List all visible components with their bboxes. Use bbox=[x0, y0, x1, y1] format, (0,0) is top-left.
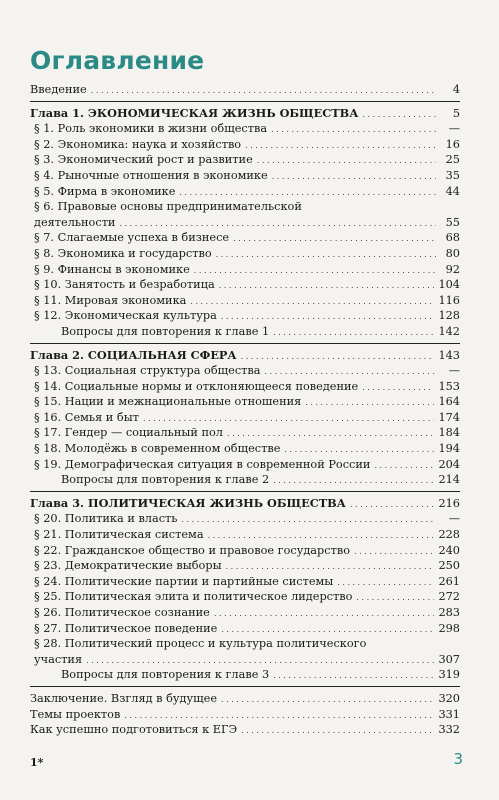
toc-entry-title: Как успешно подготовиться к ЕГЭ bbox=[30, 723, 238, 737]
toc-entry-title: § 26. Политическое сознание bbox=[34, 606, 210, 619]
toc-page-number: 283 bbox=[438, 606, 460, 619]
toc-divider bbox=[30, 101, 460, 102]
toc-dot-leader bbox=[226, 558, 435, 575]
toc-entry-title: Глава 3. ПОЛИТИЧЕСКАЯ ЖИЗНЬ ОБЩЕСТВА bbox=[30, 495, 346, 510]
toc-page-number: 184 bbox=[438, 426, 460, 440]
toc-dot-leader bbox=[86, 652, 434, 669]
toc-entry-title: § 17. Гендер — социальный пол bbox=[34, 426, 223, 440]
toc-entry-title: § 5. Фирма в экономике bbox=[34, 184, 176, 198]
toc-entry-title: Глава 1. ЭКОНОМИЧЕСКАЯ ЖИЗНЬ ОБЩЕСТВА bbox=[30, 105, 359, 120]
toc-divider bbox=[30, 686, 460, 687]
toc-entry-title: Заключение. Взгляд в будущее bbox=[30, 691, 218, 705]
toc-entry-title: § 27. Политическое поведение bbox=[34, 621, 218, 635]
toc-dot-leader bbox=[273, 324, 434, 341]
toc-entry-row bbox=[30, 722, 460, 738]
toc-entry-row bbox=[30, 293, 460, 309]
toc-divider bbox=[30, 343, 460, 344]
toc-page-number: 92 bbox=[445, 262, 460, 276]
toc-chapter-row bbox=[30, 496, 460, 512]
toc-entry-title: § 24. Политические партии и партийные системы bbox=[34, 574, 334, 588]
toc-page-number: 5 bbox=[452, 106, 460, 120]
toc-entry-row bbox=[30, 543, 460, 559]
toc-entry-title: § 2. Экономика: наука и хозяйство bbox=[34, 137, 242, 151]
toc-entry-title: § 8. Экономика и государство bbox=[34, 246, 212, 260]
toc-entry-row bbox=[30, 472, 460, 488]
toc-entry-row bbox=[30, 82, 460, 98]
toc-entry-title: участия bbox=[34, 652, 83, 666]
toc-entry-title: § 25. Политическая элита и политическое лидерство bbox=[34, 590, 353, 604]
toc-entry-row bbox=[30, 621, 460, 637]
toc-entry-row bbox=[30, 168, 460, 184]
toc-entry-row bbox=[30, 230, 460, 246]
toc-dot-leader bbox=[216, 246, 436, 263]
toc-dot-leader bbox=[241, 348, 435, 365]
signature-mark: 1* bbox=[30, 756, 44, 769]
toc-page-number: 250 bbox=[438, 559, 460, 573]
toc-entry-title: § 16. Семья и быт bbox=[34, 410, 139, 424]
toc-entry-row bbox=[30, 457, 460, 473]
toc-page-number: 214 bbox=[438, 473, 460, 487]
toc-page-number: 320 bbox=[438, 691, 460, 705]
toc-page-number: 55 bbox=[445, 215, 460, 229]
toc-entry-row bbox=[30, 636, 460, 652]
toc-entry-row bbox=[30, 308, 460, 324]
toc-page-number: 142 bbox=[438, 324, 460, 338]
toc-entry-title: § 6. Правовые основы предпринимательской bbox=[34, 200, 302, 214]
toc-dot-leader bbox=[221, 691, 434, 708]
toc-entry-row bbox=[30, 215, 460, 231]
toc-dot-leader bbox=[181, 511, 436, 528]
toc-page-number: 116 bbox=[438, 293, 460, 307]
toc-entry-title: § 22. Гражданское общество и правовое государство bbox=[34, 543, 351, 557]
toc-entry-row bbox=[30, 652, 460, 668]
toc-entry-title: § 23. Демократические выборы bbox=[34, 559, 222, 573]
toc-entry-row bbox=[30, 199, 460, 215]
toc-dot-leader bbox=[233, 230, 436, 247]
toc-page-number: 25 bbox=[445, 153, 460, 167]
toc-page-number: 153 bbox=[438, 379, 460, 393]
toc-page-number: 104 bbox=[438, 278, 460, 292]
toc-page-number: 143 bbox=[438, 348, 460, 362]
toc-page-number: 16 bbox=[445, 137, 460, 151]
toc-entry-title: деятельности bbox=[34, 215, 116, 229]
toc-page-number: 298 bbox=[438, 621, 460, 635]
toc-entry-title: Вопросы для повторения к главе 2 bbox=[61, 473, 270, 487]
toc-page-number: 272 bbox=[438, 590, 460, 604]
toc-entry-row bbox=[30, 324, 460, 340]
toc-dot-leader bbox=[337, 574, 434, 591]
toc-divider bbox=[30, 491, 460, 492]
toc-page-number: 194 bbox=[438, 442, 460, 456]
toc-entry-row bbox=[30, 511, 460, 527]
toc-dot-leader bbox=[219, 277, 435, 294]
toc-entry-row bbox=[30, 394, 460, 410]
toc-entry-title: § 15. Нации и межнациональные отношения bbox=[34, 395, 302, 409]
toc-entry-title: § 3. Экономический рост и развитие bbox=[34, 153, 253, 167]
toc-dot-leader bbox=[362, 379, 434, 396]
toc-entry-row bbox=[30, 152, 460, 168]
toc-entry-row bbox=[30, 121, 460, 137]
toc-entry-row bbox=[30, 574, 460, 590]
toc-page-number: 216 bbox=[438, 496, 460, 510]
toc-dot-leader bbox=[119, 215, 436, 232]
toc-dot-leader bbox=[190, 293, 434, 310]
toc-dot-leader bbox=[374, 457, 434, 474]
toc-entry-row bbox=[30, 667, 460, 683]
page-title: Оглавление bbox=[30, 46, 205, 75]
toc-entry-title: § 18. Молодёжь в современном обществе bbox=[34, 442, 281, 456]
toc-entry-row bbox=[30, 363, 460, 379]
toc-page-number: 164 bbox=[438, 395, 460, 409]
toc-entry-row bbox=[30, 379, 460, 395]
toc-chapter-row bbox=[30, 106, 460, 122]
toc-entry-row bbox=[30, 558, 460, 574]
page-number: 3 bbox=[453, 750, 463, 768]
toc-entry-title: § 19. Демографическая ситуация в современной России bbox=[34, 457, 371, 471]
toc-entry-row bbox=[30, 137, 460, 153]
toc-dot-leader bbox=[245, 137, 436, 154]
toc-page-number: 240 bbox=[438, 543, 460, 557]
toc-entry-row bbox=[30, 707, 460, 723]
toc-page-number: — bbox=[448, 364, 460, 378]
toc-dot-leader bbox=[221, 308, 435, 325]
toc-entry-row bbox=[30, 262, 460, 278]
toc-dot-leader bbox=[221, 621, 434, 638]
toc-entry-title: § 10. Занятость и безработица bbox=[34, 278, 215, 292]
toc-dot-leader bbox=[194, 262, 436, 279]
toc-entry-title: § 11. Мировая экономика bbox=[34, 293, 187, 307]
toc-entry-title: § 12. Экономическая культура bbox=[34, 309, 217, 323]
toc-dot-leader bbox=[273, 667, 434, 684]
toc-page-number: 331 bbox=[438, 707, 460, 721]
toc-entry-row bbox=[30, 527, 460, 543]
toc-dot-leader bbox=[284, 441, 434, 458]
toc-entry-row bbox=[30, 277, 460, 293]
toc-entry-title: Темы проектов bbox=[30, 707, 121, 721]
toc-entry-row bbox=[30, 184, 460, 200]
toc-page-number: 228 bbox=[438, 528, 460, 542]
toc-chapter-row bbox=[30, 348, 460, 364]
toc-entry-row bbox=[30, 425, 460, 441]
toc-dot-leader bbox=[91, 82, 436, 99]
toc-dot-leader bbox=[354, 543, 434, 560]
toc-entry-title: Вопросы для повторения к главе 1 bbox=[61, 324, 270, 338]
toc-dot-leader bbox=[265, 363, 436, 380]
toc-entry-row bbox=[30, 441, 460, 457]
toc-dot-leader bbox=[356, 589, 434, 606]
toc-page-number: — bbox=[448, 122, 460, 136]
toc-entry-title: Глава 2. СОЦИАЛЬНАЯ СФЕРА bbox=[30, 347, 237, 362]
toc-dot-leader bbox=[305, 394, 434, 411]
toc-entry-title: § 14. Социальные нормы и отклоняющееся поведение bbox=[34, 379, 359, 393]
toc-dot-leader bbox=[143, 410, 434, 427]
toc-dot-leader bbox=[179, 184, 436, 201]
toc-entry-title: § 1. Роль экономики в жизни общества bbox=[34, 122, 268, 136]
toc-entry-title: § 4. Рыночные отношения в экономике bbox=[34, 168, 268, 182]
toc-page-number: 80 bbox=[445, 246, 460, 260]
toc-page-number: 44 bbox=[445, 184, 460, 198]
toc-dot-leader bbox=[362, 106, 436, 123]
toc-dot-leader bbox=[241, 722, 434, 739]
toc-dot-leader bbox=[214, 605, 435, 622]
toc-dot-leader bbox=[208, 527, 435, 544]
toc-dot-leader bbox=[272, 168, 436, 185]
table-of-contents bbox=[30, 82, 460, 738]
toc-page-number: 174 bbox=[438, 410, 460, 424]
toc-dot-leader bbox=[227, 425, 434, 442]
toc-page-number: 204 bbox=[438, 457, 460, 471]
toc-entry-title: § 28. Политический процесс и культура политического bbox=[34, 637, 367, 651]
toc-page-number: 68 bbox=[445, 231, 460, 245]
toc-dot-leader bbox=[257, 152, 436, 169]
toc-entry-row bbox=[30, 605, 460, 621]
toc-entry-row bbox=[30, 691, 460, 707]
toc-page-number: 261 bbox=[438, 574, 460, 588]
toc-entry-title: § 13. Социальная структура общества bbox=[34, 364, 261, 378]
toc-dot-leader bbox=[271, 121, 436, 138]
toc-entry-title: § 20. Политика и власть bbox=[34, 512, 178, 526]
toc-dot-leader bbox=[273, 472, 434, 489]
toc-page-number: 128 bbox=[438, 309, 460, 323]
toc-entry-row bbox=[30, 246, 460, 262]
toc-page-number: 319 bbox=[438, 668, 460, 682]
toc-entry-title: Введение bbox=[30, 83, 87, 96]
toc-dot-leader bbox=[350, 496, 435, 513]
toc-entry-title: § 21. Политическая система bbox=[34, 528, 204, 542]
toc-page-number: 332 bbox=[438, 723, 460, 737]
toc-dot-leader bbox=[124, 707, 434, 724]
toc-entry-title: § 9. Финансы в экономике bbox=[34, 262, 190, 276]
toc-entry-row bbox=[30, 589, 460, 605]
toc-page-number: — bbox=[448, 512, 460, 526]
toc-entry-title: § 7. Слагаемые успеха в бизнесе bbox=[34, 231, 230, 245]
toc-page-number: 307 bbox=[438, 652, 460, 666]
toc-entry-title: Вопросы для повторения к главе 3 bbox=[61, 668, 270, 682]
toc-entry-row bbox=[30, 410, 460, 426]
toc-page-number: 4 bbox=[452, 83, 460, 96]
toc-page-number: 35 bbox=[445, 168, 460, 182]
